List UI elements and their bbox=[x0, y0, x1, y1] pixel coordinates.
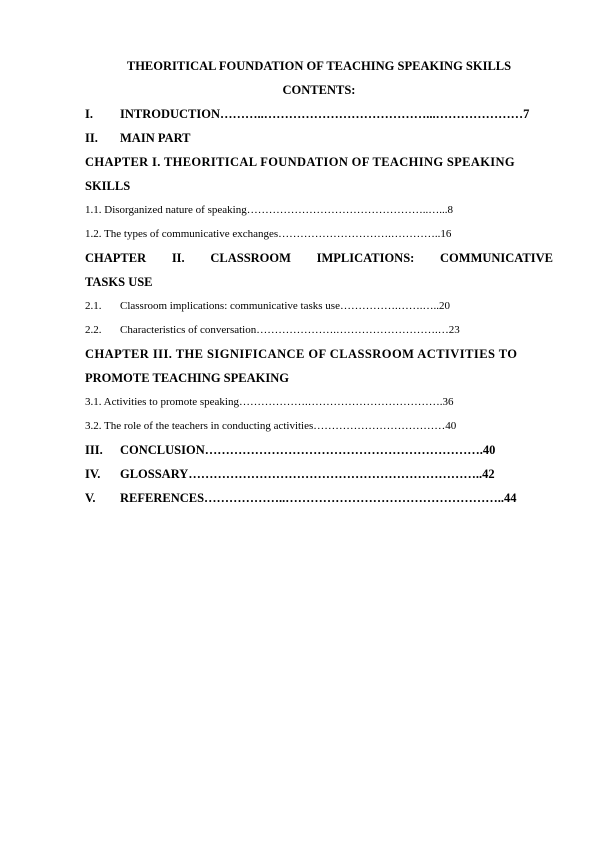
toc-entry-number: 2.2. bbox=[85, 324, 102, 336]
toc-entry-3-1: 3.1. Activities to promote speaking……………….……………………………….36 bbox=[85, 396, 454, 408]
toc-entry-text: INTRODUCTION………..…………………………………...…………………7 bbox=[120, 107, 530, 121]
table-of-contents bbox=[85, 54, 553, 510]
toc-entry-text: Characteristics of conversation………………….……………………….…23 bbox=[120, 324, 460, 336]
toc-entry-number: IV. bbox=[85, 467, 101, 481]
toc-entry-text: CONCLUSION………………………………………………………….40 bbox=[120, 443, 496, 457]
chapter-word: II. bbox=[171, 251, 185, 265]
toc-entry-1-2: 1.2. The types of communicative exchanges………………………….…………..16 bbox=[85, 228, 452, 240]
chapter-text: TASKS USE bbox=[85, 275, 153, 289]
toc-entry-text: MAIN PART bbox=[120, 131, 191, 145]
chapter-line bbox=[85, 246, 553, 270]
toc-entry-number: I. bbox=[85, 107, 93, 121]
toc-entry-number: III. bbox=[85, 443, 103, 457]
toc-chapter-1 bbox=[85, 150, 553, 198]
chapter-text: SKILLS bbox=[85, 179, 131, 193]
chapter-word: CLASSROOM bbox=[210, 251, 291, 265]
toc-entry-2-2 bbox=[85, 318, 553, 342]
toc-entry-number: V. bbox=[85, 491, 96, 505]
toc-entry-text: REFERENCES………………..……………………………………………..44 bbox=[120, 491, 517, 505]
toc-entry-introduction bbox=[85, 102, 553, 126]
toc-entry-glossary bbox=[85, 462, 553, 486]
chapter-text: PROMOTE TEACHING SPEAKING bbox=[85, 371, 289, 385]
document-title: THEORITICAL FOUNDATION OF TEACHING SPEAKING SKILLS bbox=[126, 59, 512, 73]
toc-chapter-3 bbox=[85, 342, 553, 390]
chapter-word: CHAPTER bbox=[85, 251, 147, 265]
toc-entry-2-1 bbox=[85, 294, 553, 318]
chapter-line bbox=[85, 342, 553, 366]
chapter-line bbox=[85, 150, 553, 174]
chapter-word: IMPLICATIONS: bbox=[316, 251, 415, 265]
toc-entry-references bbox=[85, 486, 553, 510]
toc-entry-3-2: 3.2. The role of the teachers in conducting activities………………………………40 bbox=[85, 420, 457, 432]
toc-entry-text: Classroom implications: communicative tasks use…………….…….…..20 bbox=[120, 300, 450, 312]
toc-entry-conclusion bbox=[85, 438, 553, 462]
toc-entry-1-1: 1.1. Disorganized nature of speaking…………………………………………..…...8 bbox=[85, 204, 453, 216]
chapter-word: COMMUNICATIVE bbox=[440, 251, 553, 265]
toc-entry-text: GLOSSARY……………………………………………………………..42 bbox=[120, 467, 495, 481]
toc-entry-main-part bbox=[85, 126, 553, 150]
chapter-text: CHAPTER III. THE SIGNIFICANCE OF CLASSROOM ACTIVITIES TO bbox=[85, 347, 518, 361]
contents-heading: CONTENTS: bbox=[282, 83, 356, 97]
toc-chapter-2 bbox=[85, 246, 553, 294]
toc-entry-number: 2.1. bbox=[85, 300, 102, 312]
toc-entry-number: II. bbox=[85, 131, 98, 145]
chapter-text: CHAPTER I. THEORITICAL FOUNDATION OF TEACHING SPEAKING bbox=[85, 155, 515, 169]
